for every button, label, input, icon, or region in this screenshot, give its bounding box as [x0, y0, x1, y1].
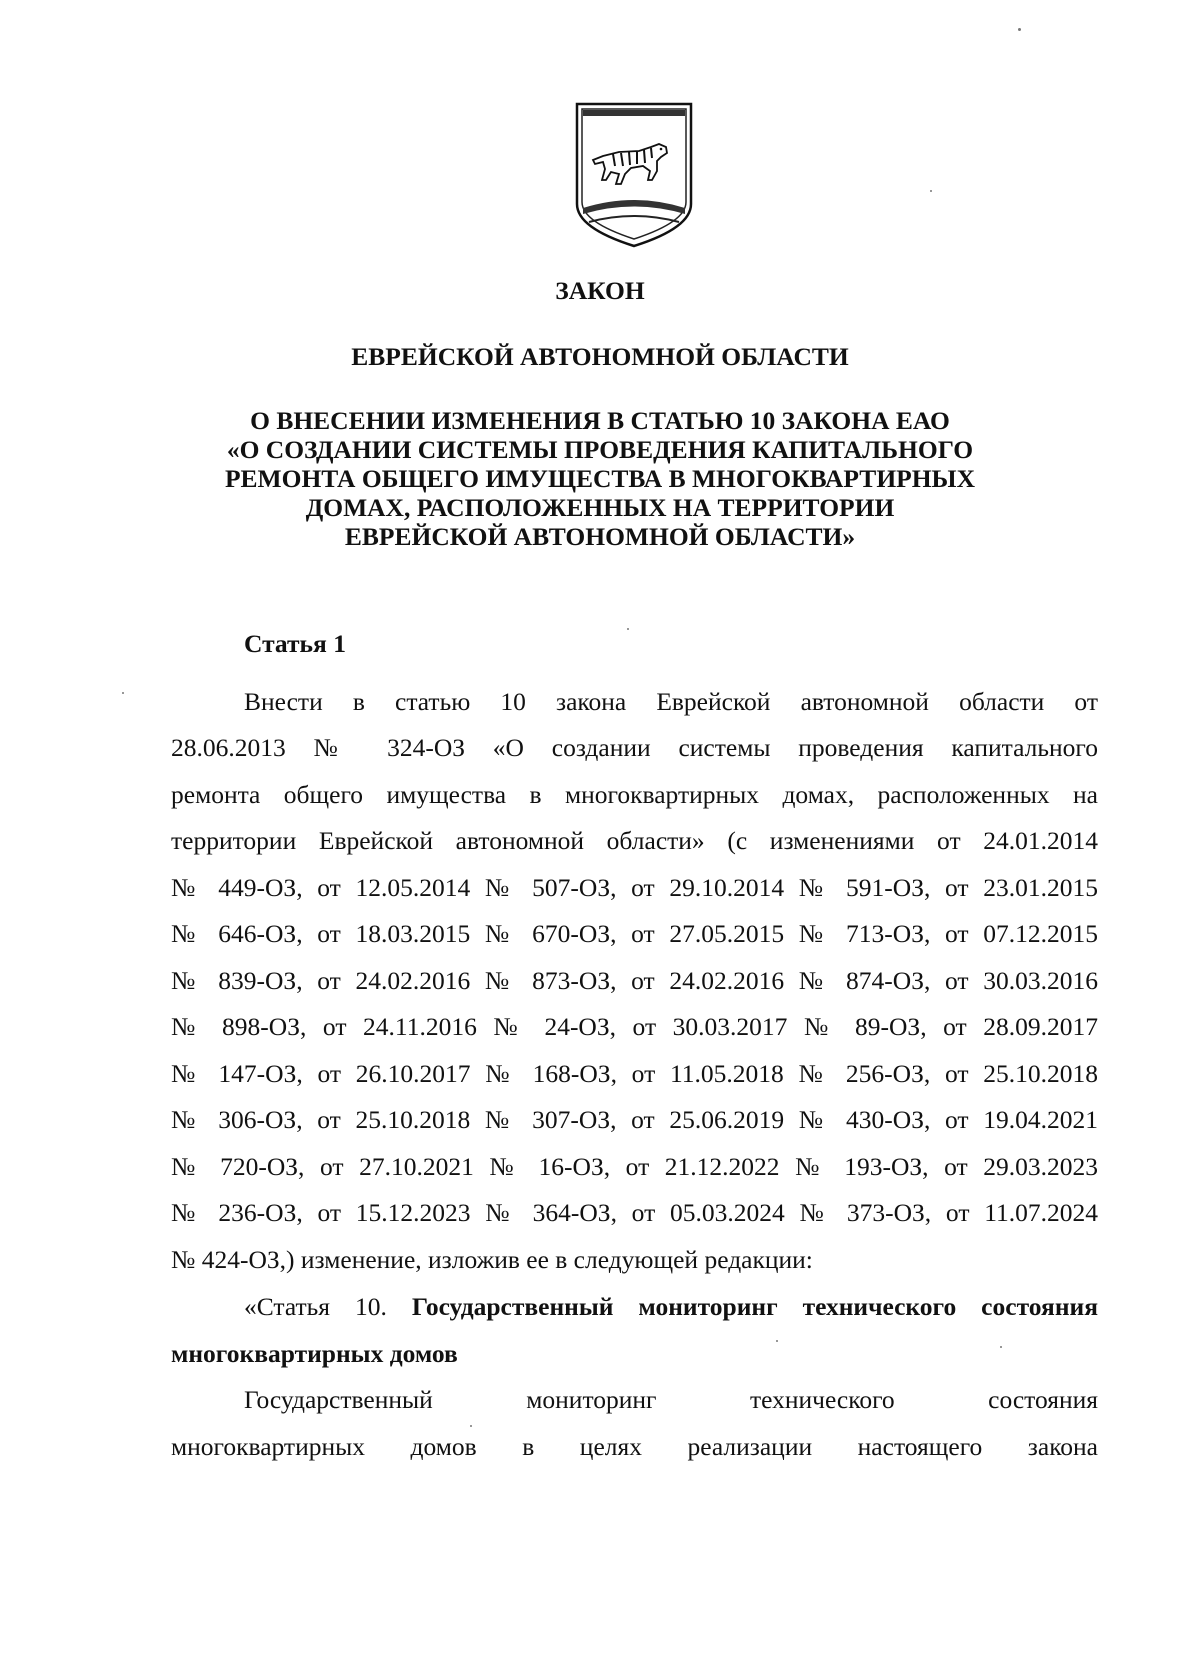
scan-speck: [776, 1340, 778, 1342]
article-title: Статья 1: [244, 629, 346, 658]
subtitle-line: ЕВРЕЙСКОЙ АВТОНОМНОЙ ОБЛАСТИ»: [344, 522, 856, 551]
body-text-line: № 898-ОЗ, от 24.11.2016 № 24-ОЗ, от 30.03.2017 № 89-ОЗ, от 28.09.2017: [171, 1012, 1098, 1041]
document-type-heading: ЗАКОН: [555, 276, 645, 305]
body-text-line: № 236-ОЗ, от 15.12.2023 № 364-ОЗ, от 05.03.2024 № 373-ОЗ, от 11.07.2024: [171, 1198, 1098, 1227]
law-subtitle: [150, 406, 1050, 551]
body-text-line: № 147-ОЗ, от 26.10.2017 № 168-ОЗ, от 11.05.2018 № 256-ОЗ, от 25.10.2018: [171, 1059, 1098, 1088]
body-text-line: № 306-ОЗ, от 25.10.2018 № 307-ОЗ, от 25.06.2019 № 430-ОЗ, от 19.04.2021: [171, 1105, 1098, 1134]
scan-speck: [122, 692, 124, 694]
body-text-line: ремонта общего имущества в многоквартирных домах, расположенных на: [171, 780, 1098, 809]
scan-speck: [470, 1425, 472, 1427]
body-text-line: № 449-ОЗ, от 12.05.2014 № 507-ОЗ, от 29.10.2014 № 591-ОЗ, от 23.01.2015: [171, 873, 1098, 902]
quoted-article-title: Государственный мониторинг технического состояния: [411, 1292, 1098, 1321]
subtitle-line: О ВНЕСЕНИИ ИЗМЕНЕНИЯ В СТАТЬЮ 10 ЗАКОНА ЕАО: [250, 406, 950, 435]
body-text-line: № 720-ОЗ, от 27.10.2021 № 16-ОЗ, от 21.12.2022 № 193-ОЗ, от 29.03.2023: [171, 1152, 1098, 1181]
region-heading: ЕВРЕЙСКОЙ АВТОНОМНОЙ ОБЛАСТИ: [351, 342, 849, 371]
body-text-line: № 424-ОЗ,) изменение, изложив ее в следующей редакции:: [171, 1245, 813, 1274]
subtitle-line: ДОМАХ, РАСПОЛОЖЕННЫХ НА ТЕРРИТОРИИ: [305, 493, 895, 522]
quoted-body-line: многоквартирных домов в целях реализации настоящего закона: [171, 1432, 1098, 1461]
quoted-article-prefix: «Статья 10.: [244, 1292, 412, 1321]
scan-speck: [1018, 28, 1021, 31]
subtitle-line: «О СОЗДАНИИ СИСТЕМЫ ПРОВЕДЕНИЯ КАПИТАЛЬНОГО: [226, 435, 974, 464]
coat-of-arms-tiger-icon: [573, 100, 695, 250]
quoted-article-heading: [244, 1292, 1098, 1322]
body-text-line: № 839-ОЗ, от 24.02.2016 № 873-ОЗ, от 24.02.2016 № 874-ОЗ, от 30.03.2016: [171, 966, 1098, 995]
scan-speck: [627, 628, 629, 630]
body-text-line: территории Еврейской автономной области» (с изменениями от 24.01.2014: [171, 826, 1098, 855]
quoted-body-line: Государственный мониторинг технического состояния: [244, 1385, 1098, 1414]
body-text-line: 28.06.2013 № 324-ОЗ «О создании системы проведения капитального: [171, 733, 1098, 762]
body-text-line: Внести в статью 10 закона Еврейской автономной области от: [244, 687, 1098, 716]
scan-speck: [1000, 1346, 1002, 1348]
subtitle-line: РЕМОНТА ОБЩЕГО ИМУЩЕСТВА В МНОГОКВАРТИРНЫХ: [224, 464, 976, 493]
scan-speck: [930, 190, 932, 192]
quoted-article-title-continuation: многоквартирных домов: [171, 1339, 458, 1368]
body-text-line: № 646-ОЗ, от 18.03.2015 № 670-ОЗ, от 27.05.2015 № 713-ОЗ, от 07.12.2015: [171, 919, 1098, 948]
